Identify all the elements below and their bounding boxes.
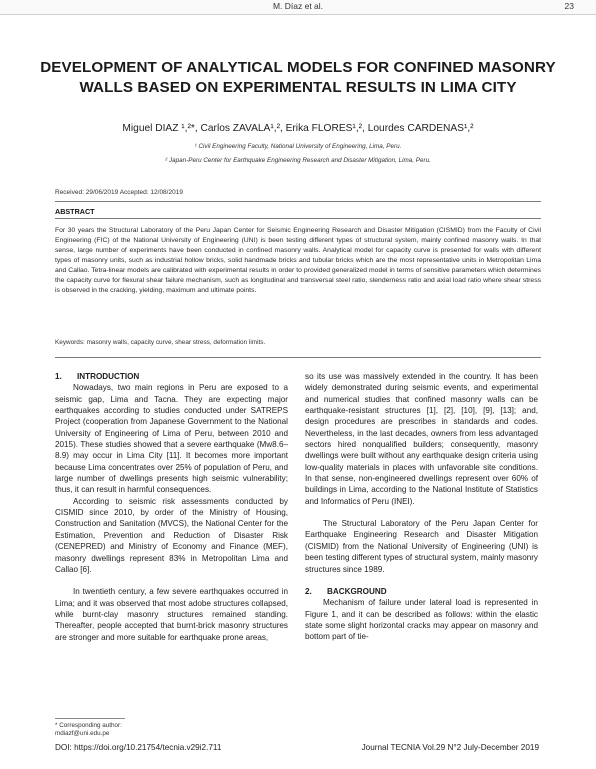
paragraph: According to seismic risk assessments conducted by CISMID since 2010, by order of the Ministry of Housing, Construction and Sanitation (MVCS), the National Center for the Estimation, Prevention and Reduction of Disaster Risk (CENEPRED) and Ministry of Economy and Finance (MEF), masonry dwellings represent 83% in Metropolitan Lima and Callao [6].: [55, 496, 288, 574]
keywords: Keywords: masonry walls, capacity curve, shear stress, deformation limits.: [55, 339, 266, 346]
left-column: [55, 371, 288, 643]
paragraph: Mechanism of failure under lateral load is represented in Figure 1, and it can be described as follows: within the elastic state some slight horizontal cracks may appear on masonry and bottom part of tie-: [305, 598, 538, 642]
footnote-divider: [55, 718, 125, 719]
corresponding-author-email: mdiazf@uni.edu.pe: [55, 730, 110, 737]
running-header-author: M. Díaz et al.: [272, 1, 324, 11]
received-accepted-dates: Received: 29/06/2019 Accepted: 12/08/2019: [55, 189, 183, 196]
divider: [55, 218, 541, 219]
right-column: [305, 371, 538, 643]
abstract-heading: ABSTRACT: [55, 207, 95, 216]
paragraph: In twentieth century, a few severe earthquakes occurred in Lima; and it was observed that most adobe structures collapsed, while burnt-clay masonry structures remained standing. Thereafter, people accepted that burnt-brick masonry structures are stronger and more suitable for earthquake prone areas,: [55, 587, 288, 642]
paper-title: DEVELOPMENT OF ANALYTICAL MODELS FOR CONFINED MASONRY WALLS BASED ON EXPERIMENTAL RESULTS IN LIMA CITY: [40, 59, 556, 96]
affiliation-1: ¹ Civil Engineering Faculty, National University of Engineering, Lima, Peru.: [194, 143, 402, 150]
paragraph: Nowadays, two main regions in Peru are exposed to a seismic gap, Lima and Tacna. They are expecting major earthquakes according to studies conducted under SATREPS Project (cooperation from Japanese Government to the National University of Engineering of Lima of Peru, between 2010 and 2015). These studies showed that a severe earthquake (Mw8.6–8.9) may occur in Lima City [11]. It becomes more important because Lima concentrates over 25% of population of Peru, and large number of dwellings presents high seismic vulnerability; thus, it can result in harmful consequences.: [55, 383, 288, 495]
journal-info: Journal TECNIA Vol.29 N°2 July-December 2019: [361, 743, 539, 752]
affiliation-2: ² Japan-Peru Center for Earthquake Engineering Research and Disaster Mitigation, Lima, Peru.: [165, 157, 431, 164]
author-list: Miguel DIAZ ¹,²*, Carlos ZAVALA¹,², Erika FLORES¹,², Lourdes CARDENAS¹,²: [122, 123, 474, 134]
section-heading-introduction: 1. INTRODUCTION: [55, 372, 140, 381]
section-heading-background: 2. BACKGROUND: [305, 586, 387, 596]
divider: [55, 201, 541, 202]
doi-link[interactable]: DOI: https://doi.org/10.21754/tecnia.v29i2.711: [55, 743, 222, 752]
corresponding-author-label: * Corresponding author:: [55, 722, 122, 729]
divider: [55, 357, 541, 358]
paragraph: so its use was massively extended in the country. It has been widely demonstrated during seismic events, and experimental and numerical studies that confined masonry walls can be earthquake-resistant structures [1], [2], [10], [9], [13]; and, design procedures are prescribes in standards and codes. Nevertheless, in the last decades, owners from less advantaged sectors hired nonqualified builders; consequently, masonry dwellings were built without any earthquake design criteria using low-quality materials in places with unfavorable site conditions. In that sense, non-engineered dwellings represent over 60% of buildings in Lima, according to the National Institute of Statistics and Informatics of Peru (INEI).: [305, 372, 538, 506]
page-number: 23: [564, 1, 574, 11]
abstract-text: For 30 years the Structural Laboratory of the Peru Japan Center for Seismic Engineering Research and Disaster Mitigation (CISMID) from the Faculty of Civil Engineering (FIC) of the National University of Engineering (UNI) is been testing different types of structural system, mainly confined masonry walls. In that sense, large number of experiments have been conducted in confined masonry walls. Analytical model for capacity curve is presented for walls with different types of masonry units, such as industrial hollow bricks, solid handmade bricks and tubular bricks which are the most representative units in Metropolitan Lima and Callao. Tetra-linear models are calibrated with experimental results in order to provided generalized model in terms of sensitive parameters which determines the capacity curve for flexural shear failure mechanism, such as longitudinal and transversal steel ratio, slenderness ratio and axial load ratio where shear stress is observed in the cracking, yielding, maximum and ultimate points.: [55, 227, 541, 295]
paragraph: The Structural Laboratory of the Peru Japan Center for Earthquake Engineering Research and Disaster Mitigation (CISMID) from the National University of Engineering (UNI) is been testing different types of structural system, mainly masonry structures since 1989.: [305, 519, 538, 574]
